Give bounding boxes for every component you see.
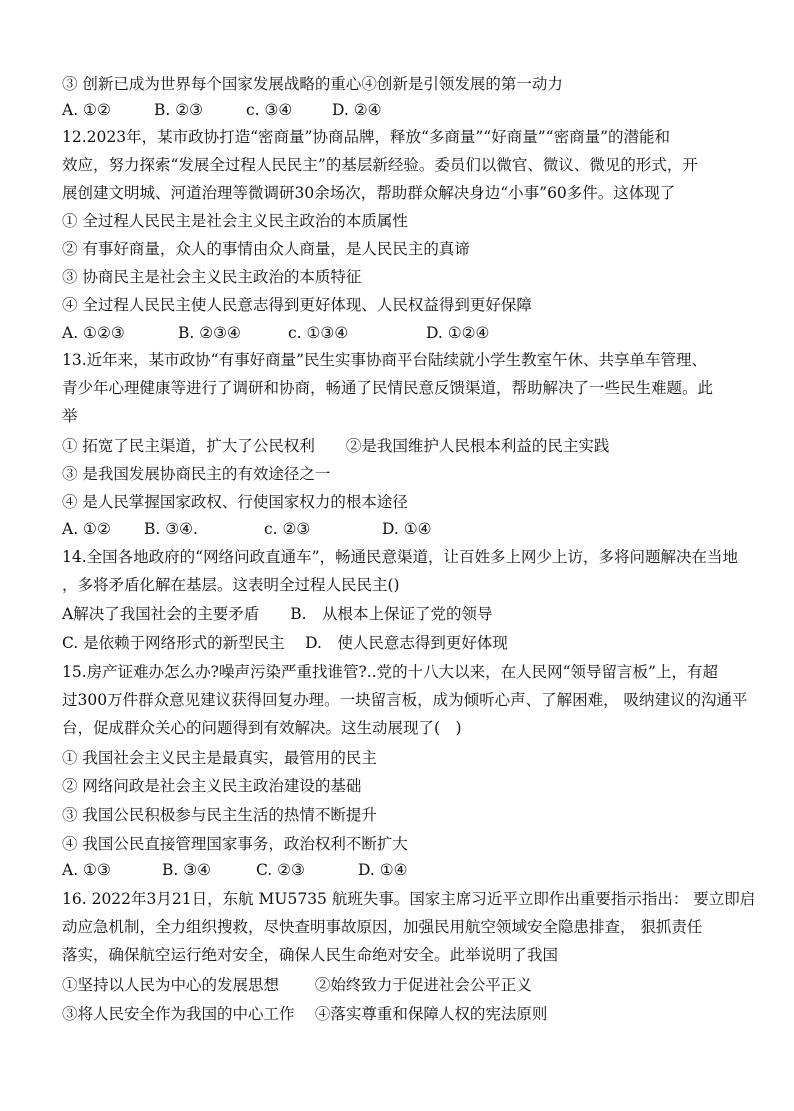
- q13-stem-line-1: 13.近年来，某市政协“有事好商量”民生实事协商平台陆续就小学生教室午休、共享单车管理、: [62, 351, 708, 369]
- q13-statement-4: ④ 是人民掌握国家政权、行使国家权力的根本途径: [62, 493, 408, 511]
- q16-stem-line-2: 动应急机制，全力组织搜救，尽快查明事故原因，加强民用航空领域安全隐患排查， 狠抓责任: [62, 918, 703, 936]
- q13-option-b: B. ③④.: [144, 520, 198, 538]
- q15-option-b: B. ③④: [162, 861, 212, 879]
- q11-option-c: c. ③④: [246, 101, 293, 119]
- q12-option-a: A. ①②③: [62, 324, 125, 342]
- q12-statement-4: ④ 全过程人民民主使人民意志得到更好体现、人民权益得到更好保障: [62, 296, 532, 314]
- q13-stem-line-3: 举: [62, 407, 78, 425]
- q16-statement-1-2: ①坚持以人民为中心的发展思想 ②始终致力于促进社会公平正义: [62, 976, 532, 994]
- q12-option-b: B. ②③④: [178, 324, 241, 342]
- q12-stem-line-3: 展创建文明城、河道治理等微调研30余场次，帮助群众解决身边“小事”60多件。这体现了: [62, 184, 676, 202]
- q15-statement-4: ④ 我国公民直接管理国家事务，政治权利不断扩大: [62, 835, 408, 853]
- q12-statement-3: ③ 协商民主是社会主义民主政治的本质特征: [62, 268, 362, 286]
- q13-stem-line-2: 青少年心理健康等进行了调研和协商，畅通了民情民意反馈渠道，帮助解决了一些民生难题。此: [62, 379, 714, 397]
- q11-option-d: D. ②④: [332, 101, 382, 119]
- q14-stem-line-1: 14.全国各地政府的“网络问政直通车”，畅通民意渠道，让百姓多上网少上访，多将问题解决在当地: [62, 548, 739, 566]
- q11-option-b: B. ②③: [154, 101, 204, 119]
- q12-statement-2: ② 有事好商量，众人的事情由众人商量，是人民民主的真谛: [62, 240, 470, 258]
- q11-option-a: A. ①②: [62, 101, 111, 119]
- q15-option-a: A. ①③: [62, 861, 111, 879]
- q13-statement-1-2: ① 拓宽了民主渠道，扩大了公民权利 ②是我国维护人民根本利益的民主实践: [62, 437, 610, 455]
- q15-stem-line-3: 台，促成群众关心的问题得到有效解决。这生动展现了( ): [62, 719, 462, 737]
- q15-stem-line-2: 过300万件群众意见建议获得回复办理。一块留言板，成为倾听心声、了解困难， 吸纳建议的沟通平: [62, 691, 748, 709]
- q13-option-a: A. ①②: [62, 520, 111, 538]
- q12-stem-line-2: 效应，努力探索“发展全过程人民民主”的基层新经验。委员们以微官、微议、微见的形式，开: [62, 156, 698, 174]
- q15-statement-2: ② 网络问政是社会主义民主政治建设的基础: [62, 777, 362, 795]
- q14-choices-c-d: C. 是依赖于网络形式的新型民主 D. 使人民意志得到更好体现: [62, 634, 508, 652]
- q14-stem-line-2: ，多将矛盾化解在基层。这表明全过程人民民主(): [62, 576, 400, 594]
- q15-option-d: D. ①④: [358, 861, 408, 879]
- q15-statement-3: ③ 我国公民积极参与民主生活的热情不断提升: [62, 806, 377, 824]
- q14-choices-a-b: A解决了我国社会的主要矛盾 B. 从根本上保证了党的领导: [62, 605, 493, 623]
- q13-statement-3: ③ 是我国发展协商民主的有效途径之一: [62, 465, 331, 483]
- q13-option-c: c. ②③: [264, 520, 311, 538]
- q15-stem-line-1: 15.房产证难办怎么办?噪声污染严重找谁管?..党的十八大以来，在人民网“领导留言板”上，有超: [62, 663, 718, 681]
- q16-stem-line-1: 16. 2022年3月21日，东航 MU5735 航班失事。国家主席习近平立即作出重要指示指出： 要立即启: [62, 890, 756, 908]
- q12-option-c: c. ①③④: [288, 324, 349, 342]
- q16-stem-line-3: 落实，确保航空运行绝对安全，确保人民生命绝对安全。此举说明了我国: [62, 946, 559, 964]
- q11-statement-3-4: ③ 创新已成为世界每个国家发展战略的重心④创新是引领发展的第一动力: [62, 75, 563, 93]
- q13-option-d: D. ①④: [382, 520, 432, 538]
- q12-option-d: D. ①②④: [426, 324, 490, 342]
- q12-statement-1: ① 全过程人民民主是社会主义民主政治的本质属性: [62, 212, 408, 230]
- q12-stem-line-1: 12.2023年，某市政协打造“密商量”协商品牌，释放“多商量”“好商量”“密商量”的潜能和: [62, 128, 670, 146]
- q15-statement-1: ① 我国社会主义民主是最真实，最管用的民主: [62, 749, 377, 767]
- q16-statement-3-4: ③将人民安全作为我国的中心工作 ④落实尊重和保障人权的宪法原则: [62, 1005, 548, 1023]
- q15-option-c: C. ②③: [256, 861, 305, 879]
